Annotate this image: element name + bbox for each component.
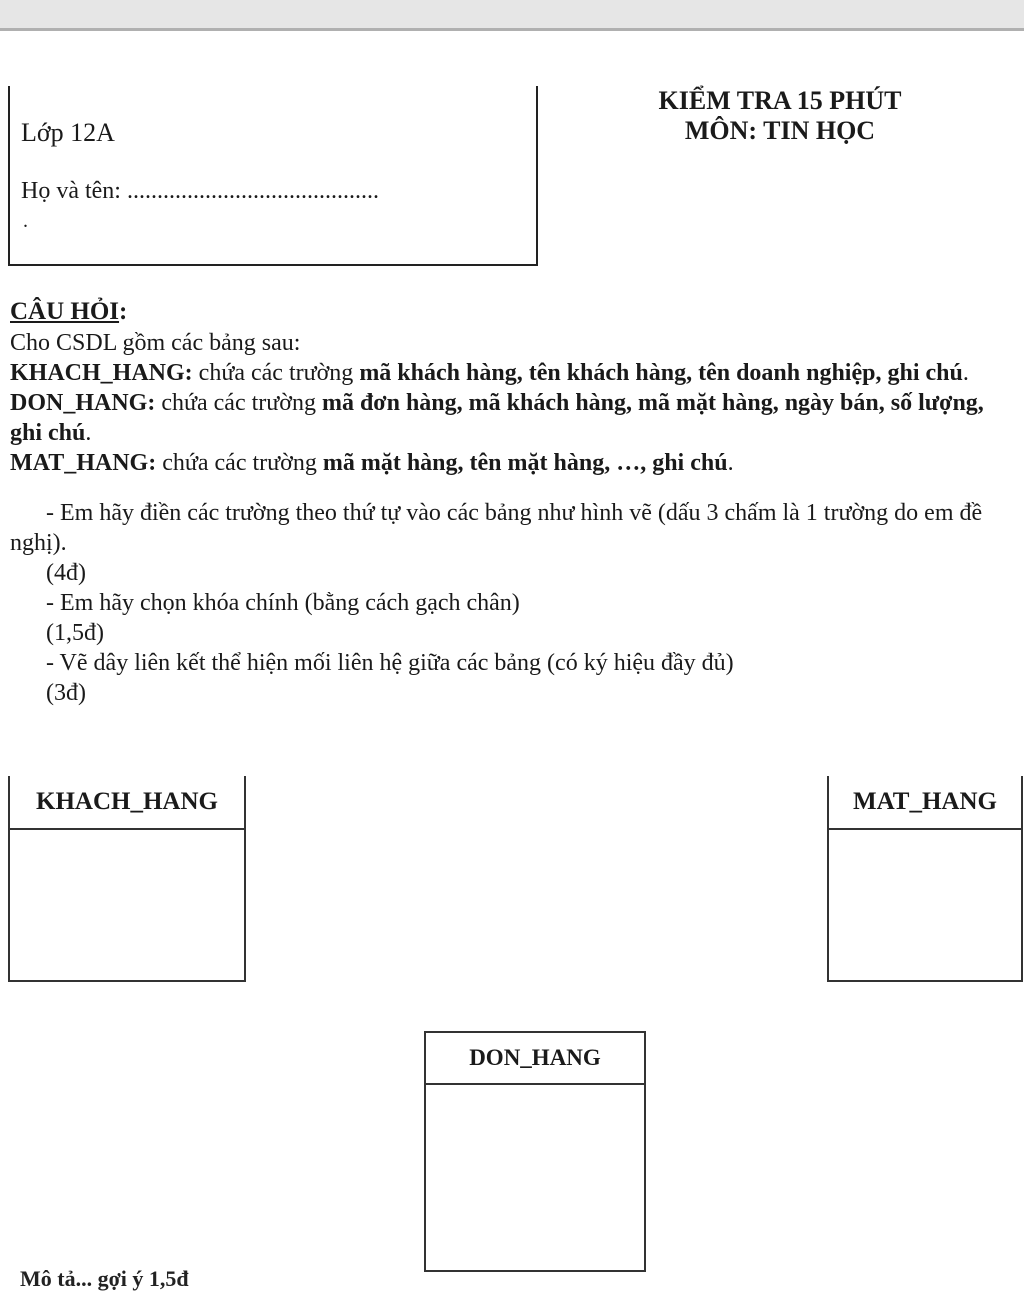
table-desc-fields: mã đơn hàng, mã khách hàng, mã mặt hàng, ngày bán, số lượng, ghi chú bbox=[10, 390, 984, 446]
table-header-mat-hang: MAT_HANG bbox=[829, 776, 1021, 830]
task-3-text: - Vẽ dây liên kết thể hiện mối liên hệ giữa các bảng (có ký hiệu đầy đủ) bbox=[46, 650, 734, 676]
question-heading-colon: : bbox=[119, 298, 128, 325]
table-desc-fields: mã mặt hàng, tên mặt hàng, …, ghi chú bbox=[322, 450, 728, 476]
table-box-khach-hang bbox=[8, 776, 246, 982]
exam-title bbox=[620, 86, 940, 146]
name-label: Họ và tên: bbox=[21, 178, 121, 204]
task-2-text: - Em hãy chọn khóa chính (bằng cách gạch chân) bbox=[46, 590, 520, 616]
table-desc-end: . bbox=[727, 450, 734, 476]
table-box-mat-hang bbox=[827, 776, 1023, 982]
table-desc-name: MAT_HANG: bbox=[10, 450, 157, 476]
table-desc-lead: chứa các trường bbox=[155, 390, 322, 416]
task-1-points: (4đ) bbox=[46, 560, 86, 586]
table-box-don-hang bbox=[424, 1031, 646, 1272]
question-heading bbox=[10, 298, 127, 326]
exam-subject: MÔN: TIN HỌC bbox=[684, 116, 876, 145]
table-desc-don-hang bbox=[10, 388, 1010, 448]
exam-title-line1: KIỂM TRA 15 PHÚT bbox=[658, 86, 902, 115]
table-desc-end: . bbox=[962, 360, 969, 386]
stray-dot: . bbox=[23, 210, 28, 232]
table-desc-khach-hang bbox=[10, 358, 1010, 388]
table-desc-end: . bbox=[85, 420, 92, 446]
class-label: Lớp 12A bbox=[21, 118, 115, 147]
table-desc-mat-hang bbox=[10, 448, 1010, 478]
table-desc-name: DON_HANG: bbox=[10, 390, 156, 416]
task-1-text: - Em hãy điền các trường theo thứ tự vào các bảng như hình vẽ (dấu 3 chấm là 1 trường do em đề nghị). bbox=[10, 500, 983, 556]
task-2-points: (1,5đ) bbox=[46, 620, 104, 646]
student-info-box bbox=[8, 86, 538, 266]
table-header-khach-hang: KHACH_HANG bbox=[10, 776, 244, 830]
table-desc-name: KHACH_HANG: bbox=[10, 360, 193, 386]
viewer-top-bar bbox=[0, 0, 1024, 31]
table-desc-lead: chứa các trường bbox=[192, 360, 360, 386]
question-heading-text: CÂU HỎI bbox=[10, 298, 120, 325]
student-name-line bbox=[21, 178, 379, 205]
cut-off-footer-text: Mô tả... gợi ý 1,5đ bbox=[20, 1266, 189, 1291]
task-3-points: (3đ) bbox=[46, 680, 86, 706]
name-dots: .......................................... bbox=[126, 178, 379, 204]
table-desc-lead: chứa các trường bbox=[156, 450, 323, 476]
question-body bbox=[10, 328, 1010, 708]
intro-text: Cho CSDL gồm các bảng sau: bbox=[10, 330, 301, 356]
table-desc-fields: mã khách hàng, tên khách hàng, tên doanh nghiệp, ghi chú bbox=[359, 360, 963, 386]
table-header-don-hang: DON_HANG bbox=[426, 1033, 644, 1085]
